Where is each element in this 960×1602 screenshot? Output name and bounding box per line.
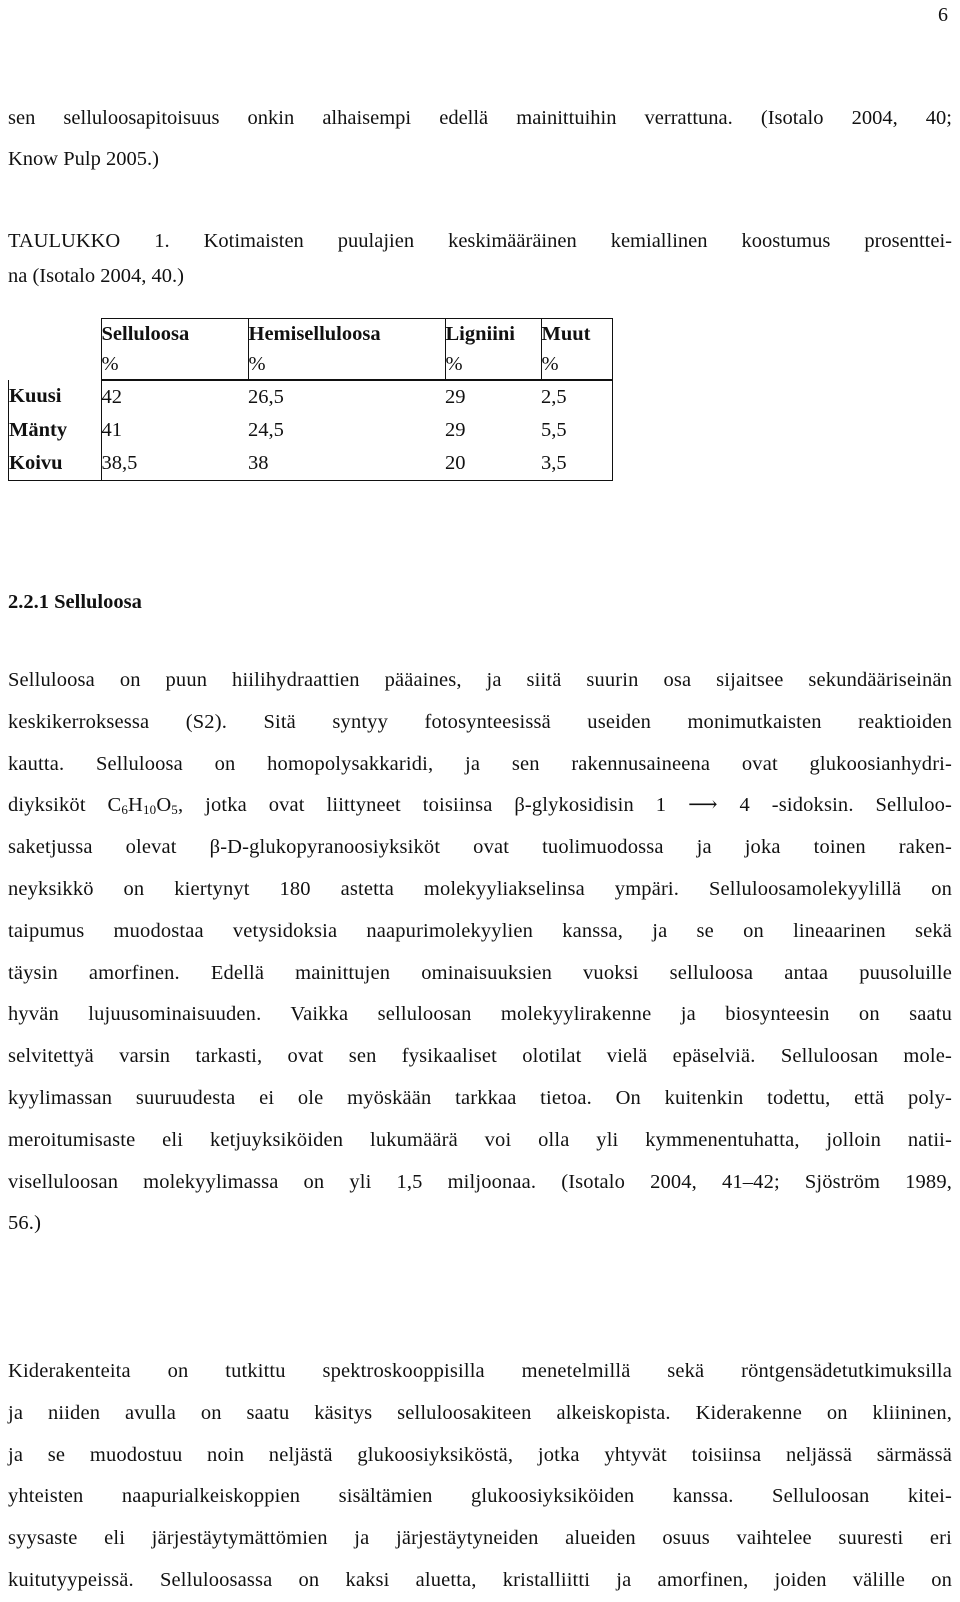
text-line: kuitutyypeissä. Selluloosassa on kaksi aluetta, kristalliitti ja amorfinen, joiden välille on <box>8 1568 952 1591</box>
table-cell: 38,5 <box>101 447 248 481</box>
text-line: kyylimassan suuruudesta ei ole myöskään tarkkaa tietoa. On kuitenkin todettu, että poly- <box>8 1086 952 1109</box>
main-paragraph <box>8 660 952 1245</box>
column-header <box>445 319 541 381</box>
text-line: yhteisten naapurialkeiskoppien sisältämien glukoosiyksiköiden kanssa. Selluloosan kitei- <box>8 1485 952 1508</box>
formula-text: , jotka ovat liittyneet toisiinsa β-glykosidisin 1 ⟶ 4 -sidoksin. Selluloo- <box>177 794 952 817</box>
table-cell: 3,5 <box>541 447 612 481</box>
section-heading: 2.2.1 Selluloosa <box>8 591 142 613</box>
text-line: na (Isotalo 2004, 40.) <box>8 265 184 287</box>
column-header-unit: % <box>541 353 559 375</box>
intro-paragraph <box>8 98 952 180</box>
formula-text: diyksiköt C <box>8 794 122 817</box>
formula-text: O <box>156 794 172 817</box>
column-header <box>248 319 445 381</box>
table-cell: 20 <box>445 447 541 481</box>
table-row <box>9 414 613 447</box>
text-line: keskikerroksessa (S2). Sitä syntyy fotosynteesissä useiden monimutkaisten reaktioiden <box>8 710 952 733</box>
table-row <box>9 380 613 414</box>
text-line: täysin amorfinen. Edellä mainittujen ominaisuuksien vuoksi selluloosa antaa puusoluille <box>8 961 952 984</box>
second-paragraph <box>8 1351 952 1602</box>
text-line: viselluloosan molekyylimassa on yli 1,5 miljoonaa. (Isotalo 2004, 41–42; Sjöström 1989, <box>8 1170 952 1193</box>
text-line: Selluloosa on puun hiilihydraattien pääaines, ja siitä suurin osa sijaitsee sekundääriseinän <box>8 669 952 691</box>
text-line: meroitumisaste eli ketjuyksiköiden lukumäärä voi olla yli kymmenentuhatta, jolloin natii- <box>8 1128 952 1151</box>
composition-table-wrapper <box>8 318 613 481</box>
column-header-name: Hemiselluloosa <box>248 323 381 345</box>
column-header-unit: % <box>445 353 463 375</box>
column-header-name: Ligniini <box>445 323 516 345</box>
table-cell: 2,5 <box>541 380 612 414</box>
row-header: Kuusi <box>9 380 102 414</box>
row-header: Mänty <box>9 414 102 447</box>
text-line: 56.) <box>8 1212 42 1235</box>
table-cell: 29 <box>445 419 466 441</box>
text-line: kautta. Selluloosa on homopolysakkaridi, ja sen rakennusaineena ovat glukoosianhydri- <box>8 752 952 775</box>
formula-text: H <box>128 794 143 817</box>
formula-subscript: 5 <box>171 802 178 818</box>
composition-table <box>8 318 613 481</box>
text-line: syysaste eli järjestäytymättömien ja järjestäytyneiden alueiden osuus vaihtelee suuresti eri <box>8 1527 952 1550</box>
text-line: saketjussa olevat β-D-glukopyranoosiyksiköt ovat tuolimuodossa ja joka toinen raken- <box>8 836 952 859</box>
table-caption <box>8 224 952 294</box>
column-header-unit: % <box>101 353 119 375</box>
formula-line <box>8 785 952 827</box>
text-line: neyksikkö on kiertynyt 180 astetta molekyyliakselinsa ympäri. Selluloosamolekyylillä on <box>8 877 952 900</box>
table-cell: 26,5 <box>248 386 284 408</box>
column-header <box>101 319 248 381</box>
column-header-name: Muut <box>541 323 591 345</box>
text-line: TAULUKKO 1. Kotimaisten puulajien keskimääräinen kemiallinen koostumus prosenttei- <box>8 230 952 252</box>
formula-subscript: 6 <box>121 802 129 818</box>
table-cell: 38 <box>248 447 445 481</box>
page-number: 6 <box>938 4 948 26</box>
text-line: Know Pulp 2005.) <box>8 148 159 170</box>
text-line: taipumus muodostaa vetysidoksia naapurimolekyylien kanssa, ja se on lineaarinen sekä <box>8 919 952 942</box>
column-header-unit: % <box>248 353 266 375</box>
table-cell: 42 <box>101 386 122 408</box>
formula-subscript: 10 <box>143 802 157 818</box>
text-line: ja se muodostuu noin neljästä glukoosiyksiköstä, jotka yhtyvät toisiinsa neljässä särmässä <box>8 1443 952 1466</box>
table-cell: 41 <box>101 419 122 441</box>
table-cell: 24,5 <box>248 419 284 441</box>
text-line: sen selluloosapitoisuus onkin alhaisempi edellä mainittuihin verrattuna. (Isotalo 2004, 40; <box>8 107 952 129</box>
table-row <box>9 447 613 481</box>
text-line: hyvän lujuusominaisuuden. Vaikka selluloosan molekyylirakenne ja biosynteesin on saatu <box>8 1003 952 1026</box>
text-line: selvitettyä varsin tarkasti, ovat sen fysikaaliset olotilat vielä epäselviä. Selluloosan mole- <box>8 1045 952 1068</box>
table-cell: 29 <box>445 386 466 408</box>
row-header: Koivu <box>9 447 102 481</box>
text-line: ja niiden avulla on saatu käsitys selluloosakiteen alkeiskopista. Kiderakenne on kliininen, <box>8 1401 952 1424</box>
table-cell: 5,5 <box>541 414 612 447</box>
column-header-name: Selluloosa <box>101 323 190 345</box>
table-header-row <box>9 319 613 381</box>
table-corner-cell <box>9 319 102 381</box>
text-line: Kiderakenteita on tutkittu spektroskooppisilla menetelmillä sekä röntgensädetutkimuksilla <box>8 1360 952 1382</box>
column-header <box>541 319 612 381</box>
